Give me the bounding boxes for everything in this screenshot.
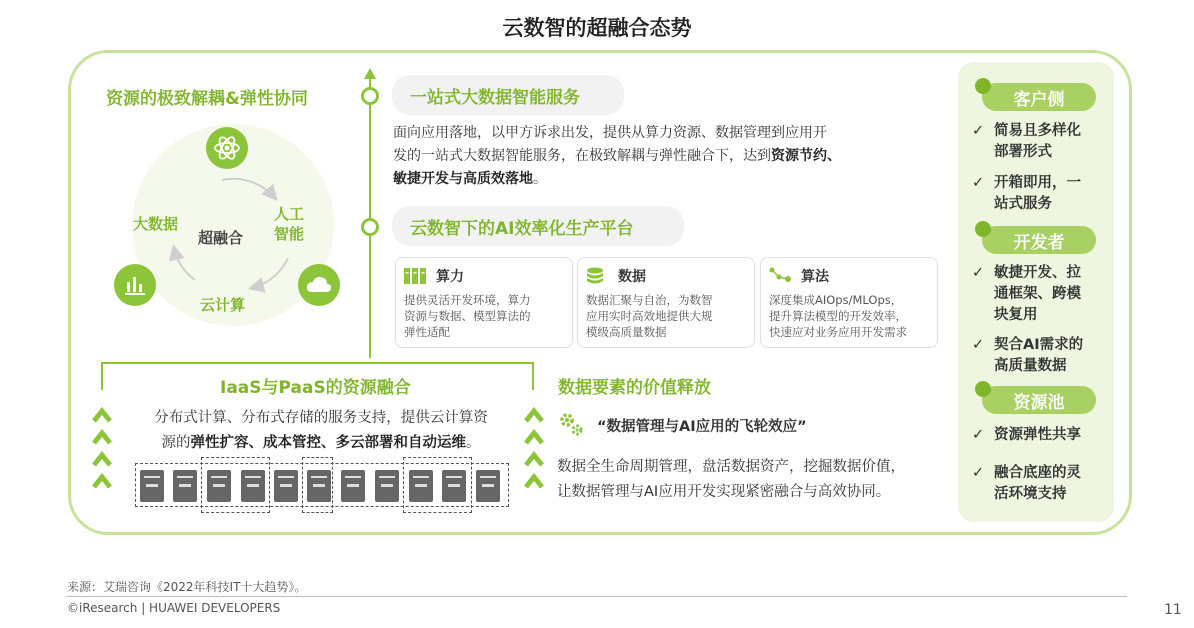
one-stop-line2-bold: 资源节约、 <box>771 148 841 164</box>
check-item <box>972 425 1104 446</box>
card-algorithm-line: 快速应对业务应用开发需求 <box>769 325 907 339</box>
page-number: 11 <box>1164 602 1182 618</box>
check-text: 简易且多样化 <box>994 123 1081 139</box>
check-item <box>972 335 1104 377</box>
chevron-up-icon <box>524 429 544 446</box>
iaas-description <box>126 406 516 456</box>
data-value-description <box>557 455 957 505</box>
label-ai-line1: 人工 <box>274 205 305 223</box>
iaas-line2-end: 。 <box>466 435 481 451</box>
chevron-up-icon <box>524 473 544 490</box>
check-icon: ✓ <box>972 337 985 353</box>
server-icon <box>173 470 197 502</box>
check-icon: ✓ <box>972 427 985 443</box>
check-text: 契合AI需求的 <box>994 337 1084 353</box>
axis-arrow-icon <box>364 68 376 79</box>
card-data-title: 数据 <box>618 269 646 285</box>
footer-divider <box>67 596 1127 597</box>
tag-dot <box>975 221 991 237</box>
check-text: 高质量数据 <box>994 358 1067 374</box>
atom-icon <box>206 127 248 169</box>
gears-icon <box>557 410 585 442</box>
chevron-up-icon <box>92 429 112 446</box>
server-icon <box>207 470 231 502</box>
tag-resource-pool: 资源池 <box>982 386 1096 414</box>
card-algorithm <box>760 257 938 348</box>
check-text: 站式服务 <box>994 196 1052 212</box>
tag-dot <box>975 78 991 94</box>
server-icon <box>140 470 164 502</box>
server-icon <box>241 470 265 502</box>
check-icon: ✓ <box>972 465 985 481</box>
check-item <box>972 463 1104 505</box>
check-icon: ✓ <box>972 265 985 281</box>
one-stop-line1: 面向应用落地，以甲方诉求出发，提供从算力资源、数据管理到应用开 <box>393 125 827 141</box>
server-icon <box>442 470 466 502</box>
chevron-up-icon <box>524 407 544 424</box>
server-icon <box>341 470 365 502</box>
check-icon: ✓ <box>972 175 985 191</box>
card-algorithm-line: 深度集成AIOps/MLOps， <box>769 293 903 307</box>
card-compute-line: 弹性适配 <box>404 325 450 339</box>
section-heading-decoupling: 资源的极致解耦&弹性协同 <box>106 89 308 109</box>
card-compute-line: 资源与数据、模型算法的 <box>404 309 531 323</box>
iaas-line1: 分布式计算、分布式存储的服务支持，提供云计算资 <box>154 410 488 426</box>
check-text: 开箱即用，一 <box>994 175 1081 191</box>
tag-developer: 开发者 <box>982 226 1096 254</box>
chevron-up-icon <box>92 451 112 468</box>
server-icon <box>274 470 298 502</box>
one-stop-line2: 发的一站式大数据智能服务，在极致解耦与弹性融合下，达到 <box>393 148 771 164</box>
label-ai-line2: 智能 <box>274 225 305 243</box>
card-compute-title: 算力 <box>436 269 464 285</box>
chevron-up-icon <box>524 451 544 468</box>
check-icon: ✓ <box>972 123 985 139</box>
server-icon <box>476 470 500 502</box>
page-title: 云数智的超融合态势 <box>502 16 692 40</box>
chevron-up-icon <box>92 473 112 490</box>
database-icon <box>586 267 608 285</box>
axis-node-ai-platform <box>361 218 379 236</box>
check-text: 通框架、跨模 <box>994 286 1081 302</box>
chevron-up-icon <box>92 407 112 424</box>
server-icon <box>375 470 399 502</box>
check-item <box>972 173 1104 215</box>
section-heading-iaas: IaaS与PaaS的资源融合 <box>214 373 417 398</box>
check-item <box>972 263 1104 326</box>
cloud-icon <box>298 264 340 306</box>
card-data <box>577 257 755 348</box>
card-data-line: 应用实时高效地提供大规 <box>586 309 713 323</box>
label-hyperconvergence: 超融合 <box>198 229 244 247</box>
one-stop-line3-end: 。 <box>533 171 547 187</box>
algorithm-nodes-icon <box>769 267 791 285</box>
data-value-line2: 让数据管理与AI应用开发实现紧密融合与高效协同。 <box>557 484 891 500</box>
card-data-line: 数据汇聚与自治，为数智 <box>586 293 713 307</box>
server-rack-icon <box>404 267 426 285</box>
card-algorithm-title: 算法 <box>801 269 829 285</box>
check-text: 块复用 <box>994 307 1038 323</box>
pill-one-stop: 一站式大数据智能服务 <box>392 75 624 115</box>
label-cloud: 云计算 <box>200 296 246 314</box>
check-text: 资源弹性共享 <box>994 427 1081 443</box>
card-compute <box>395 257 573 348</box>
server-row <box>135 461 509 509</box>
pill-ai-platform: 云数智下的AI效率化生产平台 <box>392 206 684 246</box>
axis-node-onestop <box>361 87 379 105</box>
check-item <box>972 121 1104 163</box>
card-compute-line: 提供灵活开发环境，算力 <box>404 293 531 307</box>
chevron-stack-left <box>92 407 112 490</box>
chevron-stack-right <box>524 407 544 490</box>
iaas-line2: 源的 <box>161 435 191 451</box>
check-text: 活环境支持 <box>994 486 1067 502</box>
one-stop-line3-bold: 敏捷开发与高质效落地 <box>393 171 533 187</box>
check-text: 融合底座的灵 <box>994 465 1081 481</box>
flywheel-quote: “数据管理与AI应用的飞轮效应” <box>597 419 807 435</box>
check-text: 敏捷开发、拉 <box>994 265 1081 281</box>
one-stop-description <box>393 122 953 191</box>
check-text: 部署形式 <box>994 144 1052 160</box>
section-heading-data-value: 数据要素的价值释放 <box>558 378 711 398</box>
tag-dot <box>975 381 991 397</box>
server-icon <box>307 470 331 502</box>
card-data-line: 模级高质量数据 <box>586 325 667 339</box>
card-algorithm-line: 提升算法模型的开发效率， <box>769 309 907 323</box>
iaas-line2-bold: 弹性扩容、成本管控、多云部署和自动运维 <box>190 435 466 451</box>
server-icon <box>409 470 433 502</box>
tag-customer: 客户侧 <box>982 83 1096 111</box>
bar-chart-icon <box>114 264 156 306</box>
footer-brand: ©iResearch | HUAWEI DEVELOPERS <box>67 601 281 615</box>
source-note: 来源：艾瑞咨询《2022年科技IT十大趋势》。 <box>67 580 307 594</box>
data-value-line1: 数据全生命周期管理，盘活数据资产，挖掘数据价值， <box>557 459 905 475</box>
label-bigdata: 大数据 <box>133 215 179 233</box>
